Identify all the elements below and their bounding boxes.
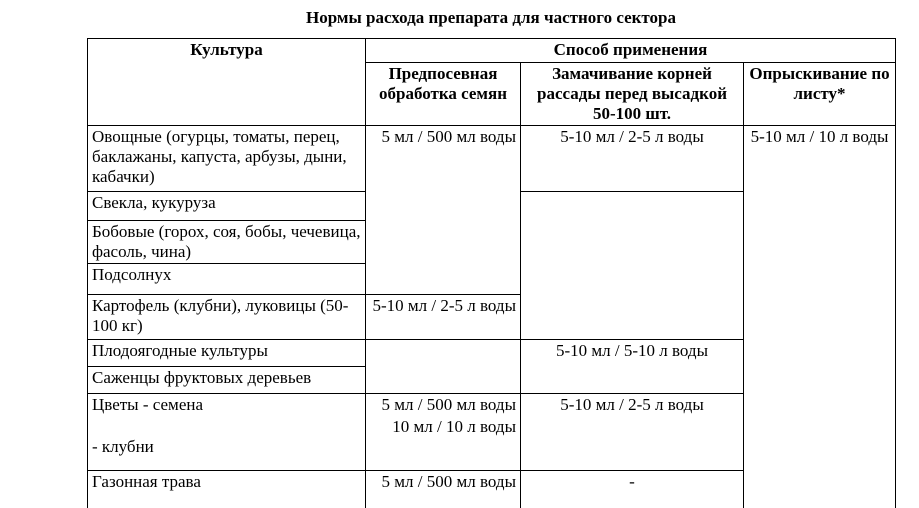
culture-seeds-label: Цветы - семена: [92, 395, 204, 414]
culture-cell: Саженцы фруктовых деревьев: [88, 367, 366, 394]
presow-empty-cell: [366, 340, 521, 394]
soak-value-cell: 5-10 мл / 2-5 л воды: [521, 126, 744, 192]
header-presow-cell: Предпосевная обработка семян: [366, 63, 521, 126]
presow-bulbs-value: 10 мл / 10 л воды: [392, 417, 516, 436]
presow-seeds-value: 5 мл / 500 мл воды: [381, 395, 516, 414]
culture-bulbs-label: - клубни: [92, 437, 154, 456]
soak-dash-cell: -: [521, 471, 744, 508]
culture-cell: Бобовые (горох, соя, бобы, чечевица, фасоль, чина): [88, 221, 366, 264]
header-spray-cell: Опрыскивание по листу*: [744, 63, 896, 126]
table-row: [88, 126, 896, 192]
culture-cell: Подсолнух: [88, 264, 366, 295]
culture-cell: Свекла, кукуруза: [88, 192, 366, 221]
spray-value-cell: 5-10 мл / 10 л воды: [744, 126, 896, 508]
header-row-group: [88, 39, 896, 63]
culture-cell: Овощные (огурцы, томаты, перец, баклажаны, капуста, арбузы, дыни, кабачки): [88, 126, 366, 192]
presow-value-cell: 5 мл / 500 мл воды: [366, 471, 521, 508]
page-title: Нормы расхода препарата для частного сектора: [305, 8, 676, 27]
dosage-table: [87, 38, 896, 508]
presow-value-cell: [366, 394, 521, 471]
presow-value-cell: 5 мл / 500 мл воды: [366, 126, 521, 295]
soak-empty-cell: [521, 192, 744, 340]
header-culture-cell: Культура: [88, 39, 366, 126]
culture-cell: Газонная трава: [88, 471, 366, 508]
header-method-group-cell: Способ применения: [366, 39, 896, 63]
culture-cell: [88, 394, 366, 471]
header-soak-cell: Замачивание корней рассады перед высадкой 50-100 шт.: [521, 63, 744, 126]
culture-cell: Плодоягодные культуры: [88, 340, 366, 367]
culture-cell: Картофель (клубни), луковицы (50-100 кг): [88, 295, 366, 340]
soak-value-cell: 5-10 мл / 5-10 л воды: [521, 340, 744, 394]
presow-value-cell: 5-10 мл / 2-5 л воды: [366, 295, 521, 340]
soak-value-cell: 5-10 мл / 2-5 л воды: [521, 394, 744, 471]
